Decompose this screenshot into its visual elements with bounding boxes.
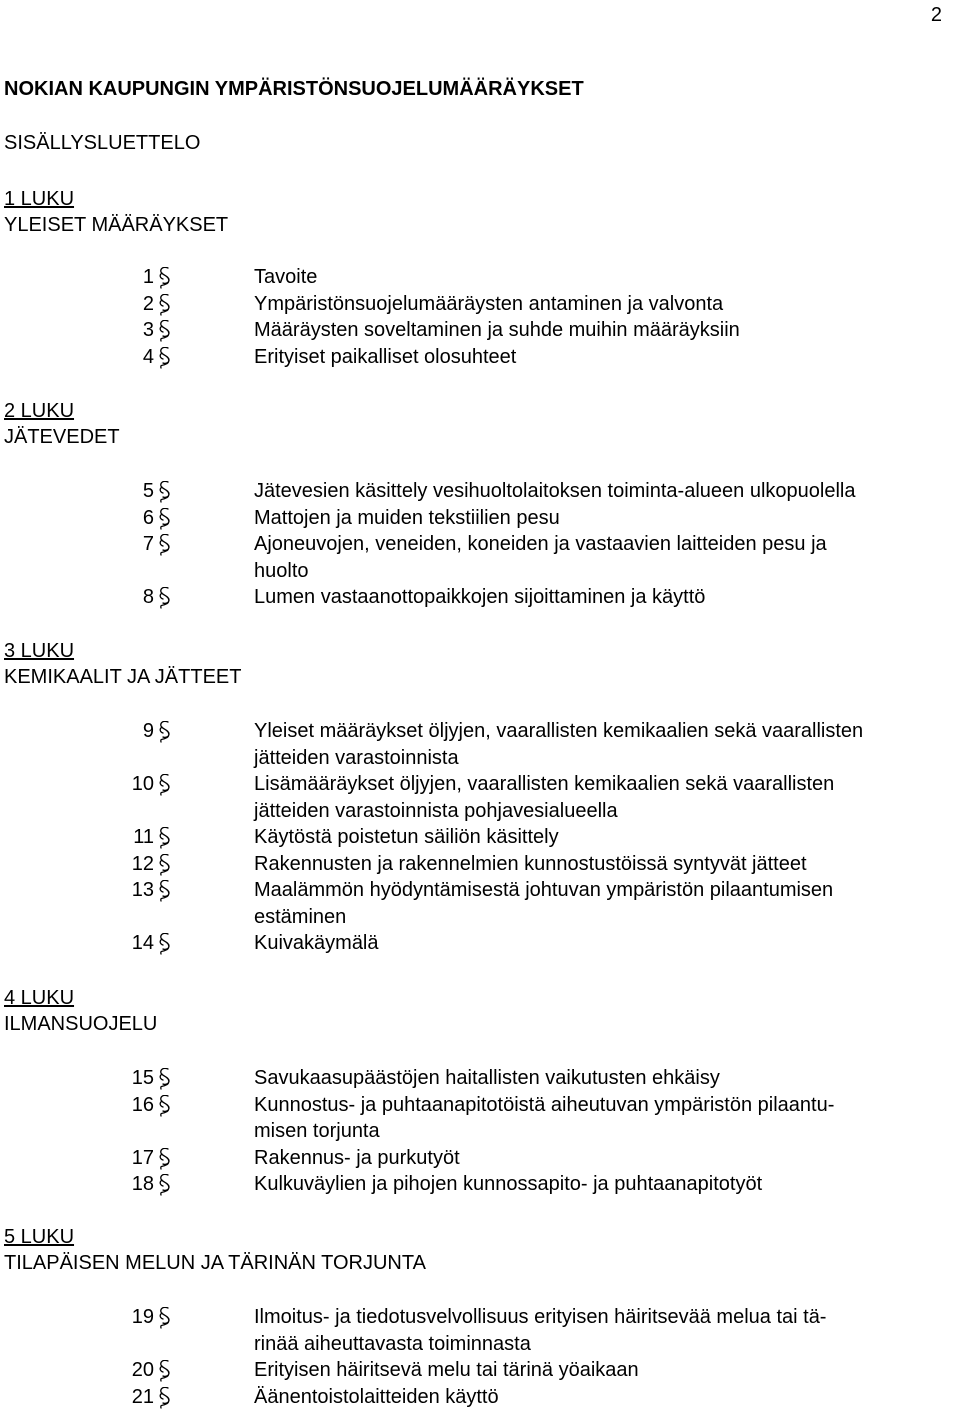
chapter-number: 4 LUKU (4, 987, 75, 1009)
section-number: 21 (131, 1385, 154, 1408)
section-symbol-icon (158, 1174, 172, 1196)
section-symbol-icon (158, 508, 172, 530)
section-title: Kunnostus- ja puhtaanapitotöistä aiheutuvan ympäristön pilaantu- misen torjunta (254, 1093, 835, 1142)
section-entry (0, 1065, 960, 1092)
toc-heading: SISÄLLYSLUETTELO (4, 132, 201, 154)
section-title: Rakennus- ja purkutyöt (254, 1146, 460, 1169)
chapter-title: YLEISET MÄÄRÄYKSET (4, 214, 229, 236)
chapter-heading (4, 398, 120, 450)
section-entry (0, 291, 960, 318)
section-number: 4 (142, 345, 154, 368)
section-title: Erityisen häiritsevä melu tai tärinä yöaikaan (254, 1359, 639, 1381)
chapter-title: KEMIKAALIT JA JÄTTEET (4, 666, 242, 688)
section-symbol-icon (158, 1068, 172, 1090)
section-number: 8 (142, 586, 154, 608)
section-symbol-icon (158, 320, 172, 342)
section-symbol-icon (158, 827, 172, 849)
section-number: 3 (142, 319, 154, 341)
section-symbol-icon (158, 347, 172, 369)
section-entry (0, 851, 960, 878)
section-symbol-icon (158, 1360, 172, 1382)
section-entry (0, 824, 960, 851)
section-symbol-icon (158, 267, 172, 289)
section-number: 14 (131, 932, 154, 954)
page-number: 2 (930, 4, 942, 26)
chapter-number: 1 LUKU (4, 188, 75, 210)
chapter-number: 2 LUKU (4, 400, 75, 422)
section-symbol-icon (158, 481, 172, 503)
section-title: Tavoite (254, 266, 318, 288)
section-number: 12 (131, 852, 154, 875)
section-title: Lumen vastaanottopaikkojen sijoittaminen ja käyttö (254, 586, 706, 608)
section-symbol-icon (158, 1387, 172, 1409)
section-number: 6 (142, 506, 154, 529)
chapter-title: TILAPÄISEN MELUN JA TÄRINÄN TORJUNTA (4, 1252, 426, 1274)
section-entry (0, 1304, 960, 1357)
section-title: Erityiset paikalliset olosuhteet (254, 345, 517, 368)
section-symbol-icon (158, 294, 172, 316)
section-list (0, 264, 960, 370)
section-symbol-icon (158, 721, 172, 743)
section-number: 19 (131, 1306, 154, 1328)
section-symbol-icon (158, 534, 172, 556)
section-entry (0, 344, 960, 371)
section-number: 2 (142, 292, 154, 315)
section-title: Kuivakäymälä (254, 932, 379, 954)
chapter-number: 5 LUKU (4, 1226, 75, 1248)
section-title: Käytöstä poistetun säiliön käsittely (254, 826, 559, 848)
section-symbol-icon (158, 1095, 172, 1117)
section-title: Ajoneuvojen, veneiden, koneiden ja vastaavien laitteiden pesu ja huolto (254, 533, 827, 582)
section-entry (0, 317, 960, 344)
section-number: 17 (131, 1146, 154, 1169)
section-symbol-icon (158, 587, 172, 609)
section-title: Yleiset määräykset öljyjen, vaarallisten kemikaalien sekä vaarallisten jätteiden varastoinnista (254, 720, 864, 769)
chapter-title: JÄTEVEDET (4, 426, 120, 448)
section-number: 11 (133, 826, 154, 848)
section-entry (0, 584, 960, 611)
section-entry (0, 771, 960, 824)
section-title: Lisämääräykset öljyjen, vaarallisten kemikaalien sekä vaarallisten jätteiden varastoinnista pohjavesialueella (254, 773, 835, 822)
chapter-heading (4, 638, 241, 690)
section-list (0, 1304, 960, 1410)
document-title: NOKIAN KAUPUNGIN YMPÄRISTÖNSUOJELUMÄÄRÄYKSET (4, 78, 584, 100)
section-symbol-icon (158, 880, 172, 902)
section-list (0, 718, 960, 957)
section-title: Ympäristönsuojelumääräysten antaminen ja valvonta (254, 292, 724, 315)
chapter-heading (4, 186, 228, 238)
section-number: 15 (131, 1067, 154, 1089)
section-number: 5 (142, 480, 154, 502)
section-symbol-icon (158, 854, 172, 876)
section-title: Määräysten soveltaminen ja suhde muihin määräyksiin (254, 319, 740, 341)
section-entry (0, 718, 960, 771)
section-entry (0, 1384, 960, 1411)
section-title: Maalämmön hyödyntämisestä johtuvan ympäristön pilaantumisen estäminen (254, 879, 834, 928)
chapter-heading (4, 1224, 426, 1276)
chapter-heading (4, 985, 157, 1037)
chapter-title: ILMANSUOJELU (4, 1013, 158, 1035)
section-number: 16 (131, 1093, 154, 1116)
section-entry (0, 930, 960, 957)
section-list (0, 478, 960, 611)
section-entry (0, 1145, 960, 1172)
section-number: 1 (142, 266, 154, 288)
section-number: 18 (131, 1173, 154, 1195)
section-entry (0, 1092, 960, 1145)
section-symbol-icon (158, 1307, 172, 1329)
section-number: 10 (131, 773, 154, 795)
section-list (0, 1065, 960, 1198)
section-entry (0, 264, 960, 291)
section-title: Mattojen ja muiden tekstiilien pesu (254, 506, 560, 529)
section-symbol-icon (158, 933, 172, 955)
section-symbol-icon (158, 1148, 172, 1170)
section-entry (0, 1357, 960, 1384)
section-entry (0, 531, 960, 584)
section-number: 20 (131, 1359, 154, 1381)
section-entry (0, 877, 960, 930)
section-entry (0, 478, 960, 505)
section-title: Rakennusten ja rakennelmien kunnostustöissä syntyvät jätteet (254, 852, 807, 875)
section-title: Savukaasupäästöjen haitallisten vaikutusten ehkäisy (254, 1067, 720, 1089)
section-number: 7 (142, 533, 154, 555)
section-number: 9 (142, 720, 154, 742)
section-title: Kulkuväylien ja pihojen kunnossapito- ja puhtaanapitotyöt (254, 1173, 763, 1195)
section-title: Äänentoistolaitteiden käyttö (254, 1385, 499, 1408)
section-symbol-icon (158, 774, 172, 796)
section-entry (0, 505, 960, 532)
chapter-number: 3 LUKU (4, 640, 75, 662)
section-number: 13 (131, 879, 154, 901)
section-title: Ilmoitus- ja tiedotusvelvollisuus erityisen häiritsevää melua tai tä- rinää aiheuttavasta toiminnasta (254, 1306, 827, 1355)
section-entry (0, 1171, 960, 1198)
section-title: Jätevesien käsittely vesihuoltolaitoksen toiminta-alueen ulkopuolella (254, 480, 856, 502)
